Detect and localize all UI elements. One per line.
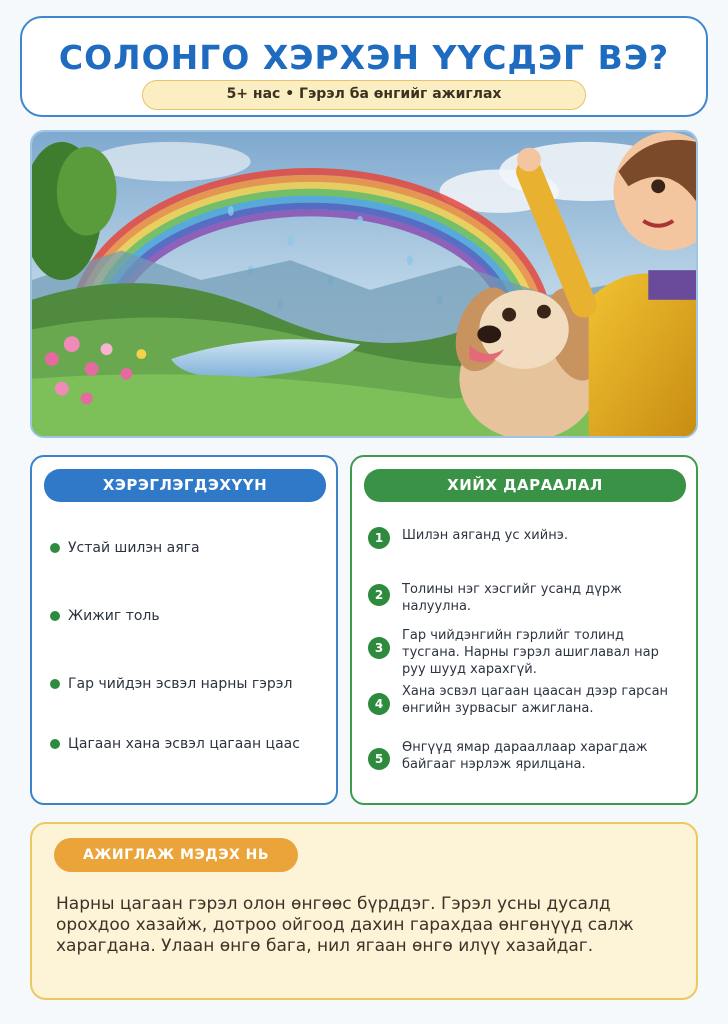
material-text: Цагаан хана эсвэл цагаан цаас [68, 736, 300, 752]
page-title: СОЛОНГО ХЭРХЭН ҮҮСДЭГ ВЭ? [58, 38, 670, 77]
step-number: 2 [368, 584, 390, 606]
step-text: Шилэн аяганд ус хийнэ. [402, 528, 568, 543]
material-text: Жижиг толь [68, 608, 160, 624]
bullet-icon [50, 679, 60, 689]
age-subtitle-badge: 5+ нас • Гэрэл ба өнгийг ажиглах [142, 80, 586, 110]
fact-heading: АЖИГЛАЖ МЭДЭХ НЬ [54, 838, 298, 872]
step-number: 4 [368, 693, 390, 715]
steps-card [350, 455, 698, 805]
material-text: Устай шилэн аяга [68, 540, 200, 556]
step-text: Толины нэг хэсгийг усанд дүрж налуулна. [402, 582, 622, 614]
fact-text: Нарны цагаан гэрэл олон өнгөөс бүрддэг. Гэрэл усны дусалд орохдоо хазайж, дотроо ойгоод дахин гарахдаа өнгөнүүд салж харагдана. Улаан өнгө бага, нил ягаан өнгө илүү хазайдаг. [56, 894, 634, 956]
rainbow-scene-icon [32, 132, 696, 436]
step-text: Хана эсвэл цагаан цаасан дээр гарсан өнгийн зурвасыг ажиглана. [402, 684, 669, 716]
rainbow-scene-illustration [30, 130, 698, 438]
bullet-icon [50, 611, 60, 621]
bullet-icon [50, 543, 60, 553]
step-text: Өнгүүд ямар дарааллаар харагдаж байгааг нэрлэж ярилцана. [402, 740, 648, 772]
step-number: 1 [368, 527, 390, 549]
steps-heading: ХИЙХ ДАРААЛАЛ [364, 469, 686, 502]
step-number: 5 [368, 748, 390, 770]
observation-fact-box [30, 822, 698, 1000]
step-number: 3 [368, 637, 390, 659]
bullet-icon [50, 739, 60, 749]
materials-card [30, 455, 338, 805]
step-text: Гар чийдэнгийн гэрлийг толинд тусгана. Нарны гэрэл ашиглавал нар руу шууд харахгүй. [402, 628, 659, 677]
materials-heading: ХЭРЭГЛЭГДЭХҮҮН [44, 469, 326, 502]
material-text: Гар чийдэн эсвэл нарны гэрэл [68, 676, 293, 692]
